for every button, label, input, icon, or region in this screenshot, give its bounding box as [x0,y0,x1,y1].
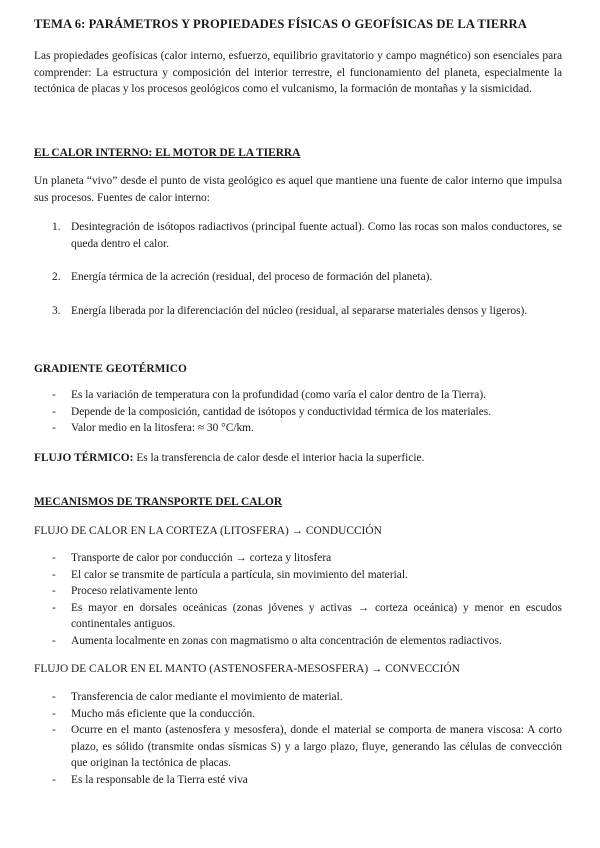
list-item-text: El calor se transmite de partícula a partícula, sin movimiento del material. [71,568,408,581]
list-item-text: Aumenta localmente en zonas con magmatismo o alta concentración de elementos radiactivos. [71,634,502,647]
bullet-dash: - [52,389,56,401]
list-item-text: Depende de la composición, cantidad de isótopos y conductividad térmica de los materiales. [71,405,492,418]
list-item [34,689,562,706]
corteza-list [34,550,562,650]
bullet-dash: - [52,405,56,418]
list-item-text: Es mayor en dorsales oceánicas (zonas jóvenes y activas → corteza oceánica) y menor en escudos continentales antiguos. [71,601,562,631]
list-item [34,722,562,772]
list-item [34,567,562,584]
bullet-dash: - [52,691,56,703]
bullet-dash: - [52,568,56,581]
list-item-text: Desintegración de isótopos radiactivos (principal fuente actual). Como las rocas son malos conductores, se queda dentro el calor. [71,221,562,250]
list-item [34,420,562,437]
bullet-dash: - [52,724,56,737]
calor-interno-intro: Un planeta “vivo” desde el punto de vista geológico es aquel que mantiene una fuente de calor interno que impulsa sus procesos. Fuentes de calor interno: [34,175,562,204]
list-item [34,219,562,252]
list-item-text: Transferencia de calor mediante el movimiento de material. [71,691,343,703]
list-item-text: Mucho más eficiente que la conducción. [71,707,256,720]
intro-paragraph: Las propiedades geofísicas (calor interno, esfuerzo, equilibrio gravitatorio y campo magnético) son esenciales para comprender: La estructura y composición del interior terrestre, el funcionamiento del planeta, especialmente la tectónica de placas y los procesos geológicos como el vulcanismo, la formación de montañas y la sismicidad. [34,50,562,96]
list-item [34,404,562,421]
list-number: 1. [52,221,61,233]
list-item [34,550,562,567]
flujo-termico-text: Es la transferencia de calor desde el interior hacia la superficie. [133,452,425,464]
list-item-text: Es la responsable de la Tierra esté viva [71,773,248,786]
list-item [34,387,562,404]
list-item-text: Energía térmica de la acreción (residual, del proceso de formación del planeta). [71,271,433,284]
section-heading-gradiente: GRADIENTE GEOTÉRMICO [34,363,187,375]
list-number: 2. [52,271,61,284]
list-item-text: Ocurre en el manto (astenosfera y mesosfera), donde el material se comporta de manera viscosa: A corto plazo, es sólido (transmite ondas sísmicas S) y a largo plazo, fluye, generando las células de convección que originan la tectónica de placas. [71,724,562,770]
bullet-dash: - [52,773,56,786]
list-item [34,583,562,600]
list-item [34,706,562,723]
list-item-text: Energía liberada por la diferenciación del núcleo (residual, al separarse materiales densos y ligeros). [71,304,528,317]
flujo-termico-label: FLUJO TÉRMICO: [34,452,134,464]
manto-list [34,689,562,789]
subheading-corteza: FLUJO DE CALOR EN LA CORTEZA (LITOSFERA) → CONDUCCIÓN [34,525,382,537]
subheading-manto: FLUJO DE CALOR EN EL MANTO (ASTENOSFERA-MESOSFERA) → CONVECCIÓN [34,663,460,675]
page-title: TEMA 6: PARÁMETROS Y PROPIEDADES FÍSICAS O GEOFÍSICAS DE LA TIERRA [34,17,527,31]
list-item [34,303,562,320]
list-item [34,600,562,633]
bullet-dash: - [52,634,56,647]
heat-sources-list [34,219,562,319]
list-number: 3. [52,304,61,317]
bullet-dash: - [52,707,56,720]
section-heading-calor-interno: EL CALOR INTERNO: EL MOTOR DE LA TIERRA [34,147,301,159]
list-item-text: Valor medio en la litosfera: ≈ 30 °C/km. [71,422,254,435]
gradiente-list [34,387,562,437]
list-item [34,633,562,650]
section-heading-mecanismos: MECANISMOS DE TRANSPORTE DEL CALOR [34,496,283,508]
list-item-text: Proceso relativamente lento [71,585,198,598]
bullet-dash: - [52,601,56,614]
flujo-termico-paragraph [34,450,562,467]
list-item-text: Es la variación de temperatura con la profundidad (como varía el calor dentro de la Tierra). [71,389,486,401]
list-item [34,269,562,286]
list-item [34,772,562,789]
bullet-dash: - [52,422,56,435]
bullet-dash: - [52,552,56,564]
bullet-dash: - [52,585,56,598]
list-item-text: Transporte de calor por conducción → corteza y litosfera [71,552,332,564]
